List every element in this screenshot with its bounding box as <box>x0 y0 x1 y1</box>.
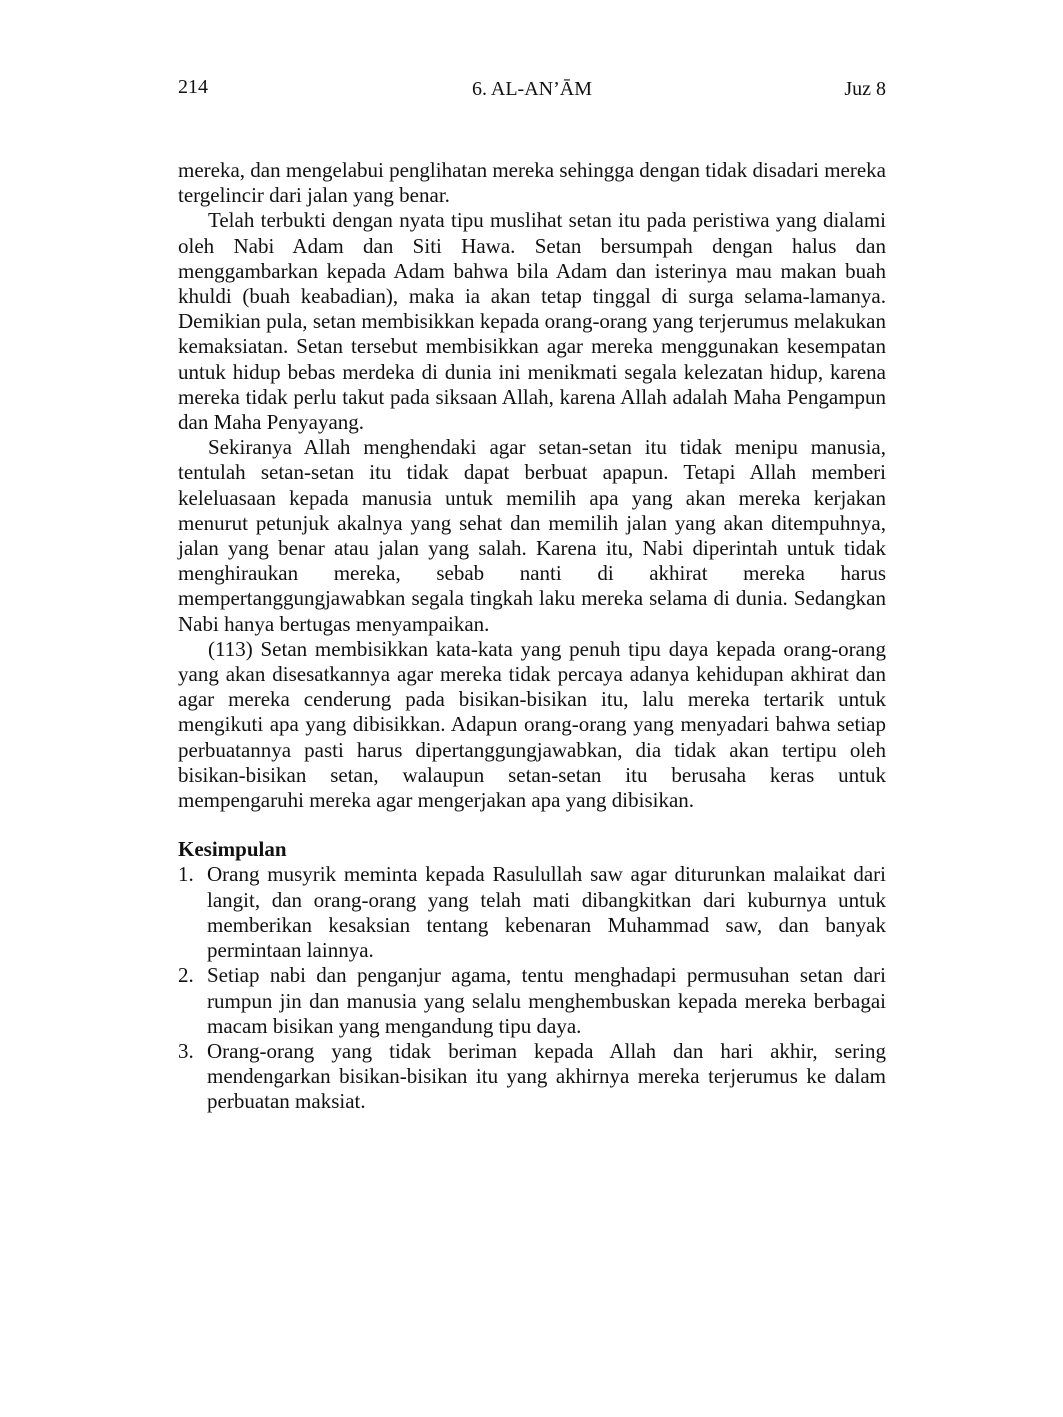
running-header <box>178 70 886 110</box>
page-number: 214 <box>178 76 208 98</box>
book-page <box>178 70 886 1115</box>
juz-label: Juz 8 <box>844 78 886 100</box>
chapter-title: 6. AL-AN’ĀM <box>472 78 592 100</box>
list-item <box>178 1039 886 1115</box>
list-item-text: Orang musyrik meminta kepada Rasulullah saw agar diturunkan malaikat dari langit, dan orang-orang yang telah mati dibangkitkan dari kuburnya untuk memberikan kesaksian tentang kebenaran Muhammad saw, dan banyak permintaan lainnya. <box>207 862 886 963</box>
list-item-text: Setiap nabi dan penganjur agama, tentu menghadapi permusuhan setan dari rumpun jin dan manusia yang selalu menghembuskan kepada mereka berbagai macam bisikan yang mengandung tipu daya. <box>207 963 886 1038</box>
section-heading: Kesimpulan <box>178 837 287 862</box>
conclusion-list <box>178 862 886 1114</box>
list-item <box>178 862 886 963</box>
body-text <box>178 158 886 1115</box>
paragraph: Sekiranya Allah menghendaki agar setan-setan itu tidak menipu manusia, tentulah setan-setan itu tidak dapat berbuat apapun. Tetapi Allah memberi keleluasaan kepada manusia untuk memilih apa yang akan mereka kerjakan menurut petunjuk akalnya yang sehat dan memilih jalan yang akan ditempuhnya, jalan yang benar atau jalan yang salah. Karena itu, Nabi diperintah untuk tidak menghiraukan mereka, sebab nanti di akhirat mereka harus mempertanggungjawabkan segala tingkah laku mereka selama di dunia. Sedangkan Nabi hanya bertugas menyampaikan. <box>178 435 886 636</box>
list-item-number: 1. <box>178 862 194 887</box>
list-item-number: 2. <box>178 963 194 988</box>
list-item <box>178 963 886 1039</box>
paragraph: mereka, dan mengelabui penglihatan mereka sehingga dengan tidak disadari mereka tergelincir dari jalan yang benar. <box>178 158 886 208</box>
list-item-number: 3. <box>178 1038 194 1063</box>
paragraph: Telah terbukti dengan nyata tipu muslihat setan itu pada peristiwa yang dialami oleh Nabi Adam dan Siti Hawa. Setan bersumpah dengan halus dan menggambarkan kepada Adam bahwa bila Adam dan isterinya mau makan buah khuldi (buah keabadian), maka ia akan tetap tinggal di surga selama-lamanya. Demikian pula, setan membisikkan kepada orang-orang yang terjerumus melakukan kemaksiatan. Setan tersebut membisikkan agar mereka menggunakan kesempatan untuk hidup bebas merdeka di dunia ini menikmati segala kelezatan hidup, karena mereka tidak perlu takut pada siksaan Allah, karena Allah adalah Maha Pengampun dan Maha Penyayang. <box>178 208 886 435</box>
paragraph: (113) Setan membisikkan kata-kata yang penuh tipu daya kepada orang-orang yang akan disesatkannya agar mereka tidak percaya adanya kehidupan akhirat dan agar mereka cenderung pada bisikan-bisikan itu, lalu mereka tertarik untuk mengikuti apa yang dibisikkan. Adapun orang-orang yang menyadari bahwa setiap perbuatannya pasti harus dipertanggungjawabkan, dia tidak akan tertipu oleh bisikan-bisikan setan, walaupun setan-setan itu berusaha keras untuk mempengaruhi mereka agar mengerjakan apa yang dibisikan. <box>178 636 886 813</box>
list-item-text: Orang-orang yang tidak beriman kepada Allah dan hari akhir, sering mendengarkan bisikan-bisikan itu yang akhirnya mereka terjerumus ke dalam perbuatan maksiat. <box>207 1038 886 1114</box>
